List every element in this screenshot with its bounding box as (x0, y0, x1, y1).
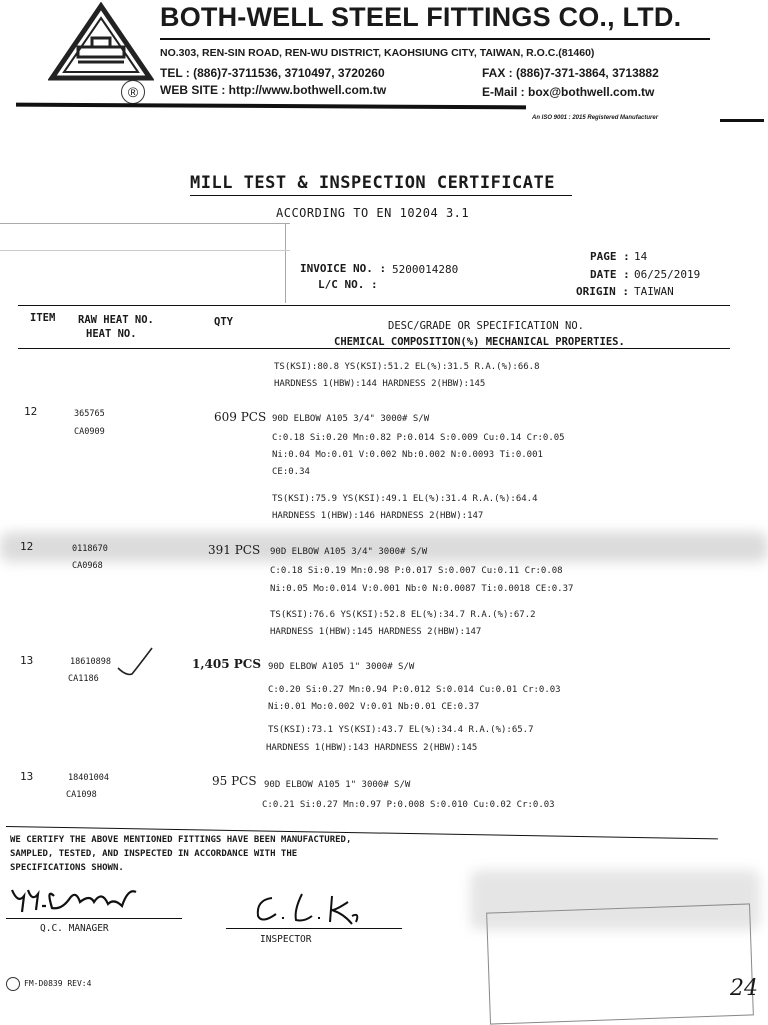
row-chemistry: C:0.18 Si:0.19 Mn:0.98 P:0.017 S:0.007 Cu:0.11 Cr:0.08 (270, 566, 563, 576)
form-logo-icon (6, 977, 20, 991)
row-mechanical: TS(KSI):76.6 YS(KSI):52.8 EL(%):34.7 R.A.(%):67.2 (270, 610, 536, 620)
company-fax: FAX : (886)7-371-3864, 3713882 (482, 66, 659, 80)
row-hardness: HARDNESS 1(HBW):145 HARDNESS 2(HBW):147 (270, 627, 482, 637)
row-heat: CA1186 (68, 674, 99, 684)
certificate-title: MILL TEST & INSPECTION CERTIFICATE (190, 173, 555, 193)
company-name: BOTH-WELL STEEL FITTINGS CO., LTD. (160, 2, 682, 32)
lc-label: L/C NO. : (318, 278, 378, 291)
table-top-rule (18, 305, 730, 306)
row-description: 90D ELBOW A105 3/4" 3000# S/W (272, 414, 430, 424)
row-heat: CA1098 (66, 790, 97, 800)
document-date: 06/25/2019 (634, 268, 701, 281)
qc-signature-line (6, 918, 182, 919)
column-header-desc: DESC/GRADE OR SPECIFICATION NO. (388, 320, 584, 332)
page-label: PAGE : (590, 250, 630, 263)
company-address: NO.303, REN-SIN ROAD, REN-WU DISTRICT, KAOHSIUNG CITY, TAIWAN, R.O.C.(81460) (160, 47, 595, 59)
column-header-raw-heat: RAW HEAT NO. (78, 314, 154, 326)
page-number: 14 (634, 250, 648, 263)
row-item: 12 (20, 540, 34, 553)
row-chemistry: C:0.20 Si:0.27 Mn:0.94 P:0.012 S:0.014 Cu:0.01 Cr:0.03 (268, 685, 561, 695)
row-heat: CA0909 (74, 427, 105, 437)
company-email: E-Mail : box@bothwell.com.tw (482, 85, 655, 99)
form-number: FM-D0839 REV:4 (24, 979, 92, 988)
company-logo (48, 2, 154, 82)
form-box-line (0, 223, 290, 224)
row-description: 90D ELBOW A105 1" 3000# S/W (264, 780, 411, 790)
row-qty: 609 PCS (214, 410, 267, 424)
carryover-mechanical: TS(KSI):80.8 YS(KSI):51.2 EL(%):31.5 R.A.(%):66.8 (274, 362, 540, 372)
header-rule-left (16, 103, 526, 110)
row-chemistry: C:0.21 Si:0.27 Mn:0.97 P:0.008 S:0.010 Cu:0.02 Cr:0.03 (262, 800, 555, 810)
row-description: 90D ELBOW A105 1" 3000# S/W (268, 662, 415, 672)
row-hardness: HARDNESS 1(HBW):146 HARDNESS 2(HBW):147 (272, 511, 484, 521)
row-mechanical: TS(KSI):75.9 YS(KSI):49.1 EL(%):31.4 R.A.(%):64.4 (272, 494, 538, 504)
row-qty: 95 PCS (212, 774, 257, 788)
row-hardness: HARDNESS 1(HBW):143 HARDNESS 2(HBW):145 (266, 743, 478, 753)
date-label: DATE : (590, 268, 630, 281)
column-header-qty: QTY (214, 316, 233, 328)
title-underline (190, 195, 572, 196)
registered-mark: ® (121, 80, 145, 104)
table-header-rule (18, 348, 730, 349)
row-item: 13 (20, 654, 34, 667)
check-mark-icon (116, 646, 156, 680)
carryover-hardness: HARDNESS 1(HBW):144 HARDNESS 2(HBW):145 (274, 379, 486, 389)
row-item: 12 (24, 405, 38, 418)
row-chemistry: Ni:0.05 Mo:0.014 V:0.001 Nb:0 N:0.0087 Ti:0.0018 CE:0.37 (270, 584, 574, 594)
column-header-heat: HEAT NO. (86, 328, 137, 340)
qc-manager-signature (10, 880, 140, 916)
invoice-number: 5200014280 (392, 263, 459, 276)
iso-statement: An ISO 9001 : 2015 Registered Manufacturer (532, 115, 659, 121)
row-raw-heat: 0118670 (72, 544, 108, 554)
column-header-chem-mech: CHEMICAL COMPOSITION(%) MECHANICAL PROPERTIES. (334, 336, 625, 348)
row-mechanical: TS(KSI):73.1 YS(KSI):43.7 EL(%):34.4 R.A.(%):65.7 (268, 725, 534, 735)
row-chemistry: Ni:0.04 Mo:0.01 V:0.002 Nb:0.002 N:0.0093 Ti:0.001 (272, 450, 543, 460)
form-box-line (285, 223, 286, 303)
inspector-signature (252, 890, 362, 926)
row-raw-heat: 18401004 (68, 773, 109, 783)
certification-statement-line1: WE CERTIFY THE ABOVE MENTIONED FITTINGS HAVE BEEN MANUFACTURED, (10, 835, 352, 845)
row-qty: 391 PCS (208, 543, 261, 557)
certification-statement-line3: SPECIFICATIONS SHOWN. (10, 863, 124, 873)
header-rule-top (160, 38, 710, 40)
handwritten-page-mark: 24 (730, 976, 758, 1001)
row-heat: CA0968 (72, 561, 103, 571)
inspector-signature-line (226, 928, 402, 929)
origin-value: TAIWAN (634, 285, 674, 298)
row-raw-heat: 365765 (74, 409, 105, 419)
header-rule-right (720, 119, 764, 122)
row-chemistry: C:0.18 Si:0.20 Mn:0.82 P:0.014 S:0.009 Cu:0.14 Cr:0.05 (272, 433, 565, 443)
inspector-caption: INSPECTOR (260, 934, 312, 945)
qc-manager-caption: Q.C. MANAGER (40, 923, 109, 934)
form-box-line (0, 250, 290, 251)
column-header-item: ITEM (30, 312, 56, 324)
origin-label: ORIGIN : (576, 285, 629, 298)
company-tel: TEL : (886)7-3711536, 3710497, 3720260 (160, 66, 385, 80)
row-description: 90D ELBOW A105 3/4" 3000# S/W (270, 547, 428, 557)
row-chemistry: Ni:0.01 Mo:0.002 V:0.01 Nb:0.01 CE:0.37 (268, 702, 480, 712)
row-chemistry: CE:0.34 (272, 467, 310, 477)
scan-smudge (470, 870, 760, 930)
row-raw-heat: 18610898 (70, 657, 111, 667)
row-qty: 1,405 PCS (192, 657, 261, 671)
certification-statement-line2: SAMPLED, TESTED, AND INSPECTED IN ACCORDANCE WITH THE (10, 849, 298, 859)
row-item: 13 (20, 770, 34, 783)
company-website: WEB SITE : http://www.bothwell.com.tw (160, 83, 387, 97)
certificate-standard: ACCORDING TO EN 10204 3.1 (276, 206, 470, 220)
invoice-label: INVOICE NO. : (300, 262, 387, 275)
